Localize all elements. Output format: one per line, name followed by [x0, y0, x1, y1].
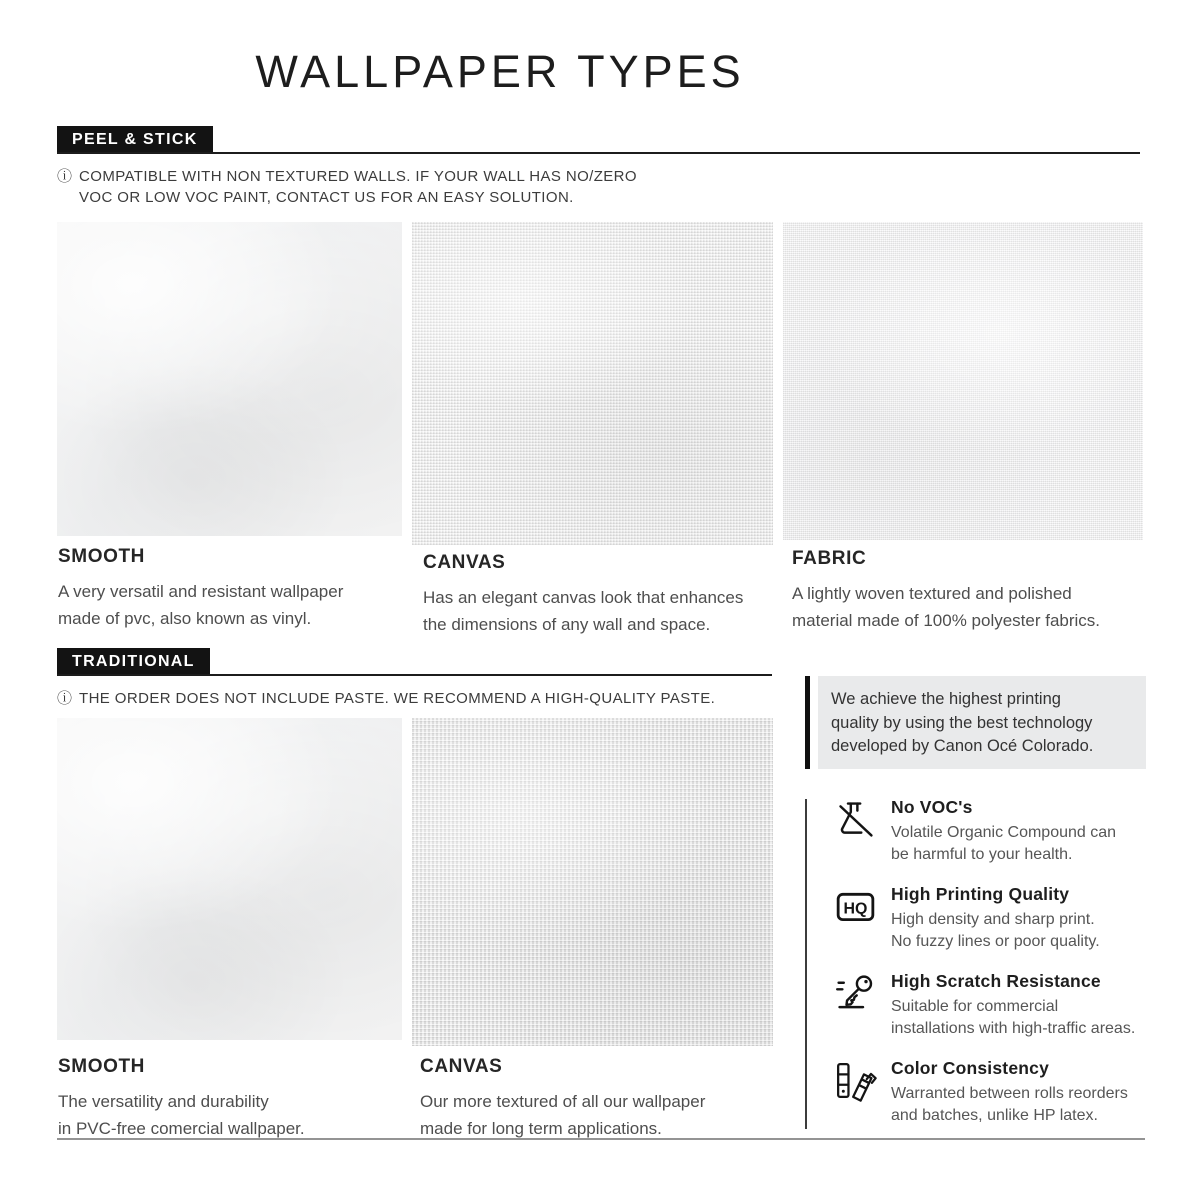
feature-rail-line — [805, 799, 807, 1129]
caption-canvas: CANVAS Has an elegant canvas look that enhances the dimensions of any wall and space. — [423, 552, 779, 638]
feature-text: High Scratch Resistance Suitable for commercial installations with high-traffic areas. — [891, 971, 1136, 1037]
section-badge-peel-and-stick: PEEL & STICK — [57, 126, 213, 153]
feature-high-printing-quality — [833, 884, 1148, 953]
note-text: COMPATIBLE WITH NON TEXTURED WALLS. IF YOUR WALL HAS NO/ZERO VOC OR LOW VOC PAINT, CONTACT US FOR AN EASY SOLUTION. — [79, 168, 637, 206]
page-title: WALLPAPER TYPES — [255, 46, 745, 97]
feature-text: Color Consistency Warranted between rolls reorders and batches, unlike HP latex. — [891, 1058, 1128, 1124]
swatch-image-smooth-pvc-free — [57, 718, 402, 1040]
peel-stick-note — [57, 166, 697, 208]
caption-canvas-traditional: CANVAS Our more textured of all our wallpaper made for long term applications. — [420, 1056, 776, 1142]
no-voc-flask-icon — [833, 797, 878, 842]
quote-accent-bar — [805, 676, 810, 769]
section-badge-traditional: TRADITIONAL — [57, 648, 210, 675]
note-text: THE ORDER DOES NOT INCLUDE PASTE. WE RECOMMEND A HIGH-QUALITY PASTE. — [79, 690, 716, 707]
section-rule — [57, 674, 772, 676]
feature-no-voc — [833, 797, 1148, 866]
caption-smooth: SMOOTH A very versatil and resistant wallpaper made of pvc, also known as vinyl. — [58, 546, 408, 632]
feature-text: High Printing Quality High density and sharp print. No fuzzy lines or poor quality. — [891, 884, 1100, 950]
swatch-image-fabric — [783, 222, 1143, 540]
caption-fabric: FABRIC A lightly woven textured and polished material made of 100% polyester fabrics. — [792, 548, 1148, 634]
traditional-note — [57, 688, 797, 709]
bottom-divider-line — [57, 1138, 1145, 1140]
section-rule — [57, 152, 1140, 154]
swatch-title: SMOOTH — [58, 1056, 145, 1077]
swatch-title: FABRIC — [792, 548, 867, 569]
feature-text: No VOC's Volatile Organic Compound can be harmful to your health. — [891, 797, 1117, 863]
caption-smooth-traditional: SMOOTH The versatility and durability in PVC-free comercial wallpaper. — [58, 1056, 408, 1142]
hq-badge-icon — [833, 884, 878, 929]
swatch-title: CANVAS — [423, 552, 506, 573]
swatch-image-canvas-coarse — [412, 718, 773, 1046]
swatch-title: CANVAS — [420, 1056, 503, 1077]
swatch-image-canvas-fine — [412, 222, 773, 545]
color-swatches-icon — [833, 1058, 878, 1103]
swatch-title: SMOOTH — [58, 546, 145, 567]
swatch-image-smooth-vinyl — [57, 222, 402, 536]
printing-quality-quote: We achieve the highest printing quality by using the best technology developed by Canon Océ Colorado. — [818, 676, 1146, 769]
svg-text:HQ: HQ — [843, 900, 868, 918]
info-icon: ⓘ — [57, 690, 73, 707]
scratch-key-icon — [833, 971, 878, 1016]
info-icon: ⓘ — [57, 168, 73, 185]
feature-color-consistency — [833, 1058, 1148, 1127]
feature-scratch-resistance — [833, 971, 1148, 1040]
